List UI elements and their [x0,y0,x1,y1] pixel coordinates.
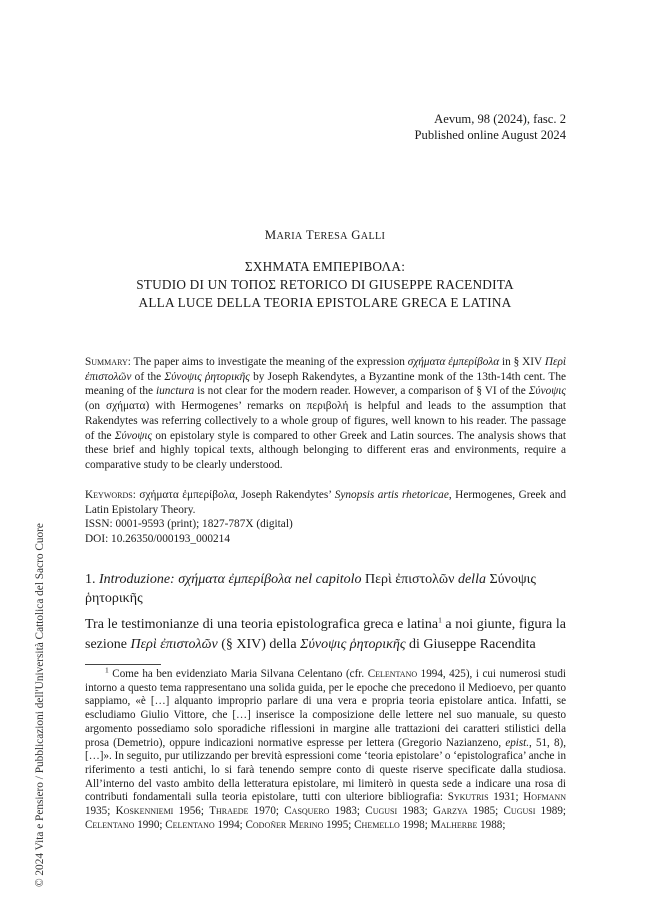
summary-label: Summary [85,356,128,368]
doi: DOI: 10.26350/000193_000214 [85,533,230,546]
abstract: Summary: The paper aims to investigate the meaning of the expression σχήματα ἐμπερίβολα in § XIV Περὶ ἐπιστολῶν of the Σύνοψις ῥητορικῆς by Joseph Rakendytes, a Byzantine monk of the 13th-14th cent. The meaning of the iunctura is not clear for the modern reader. However, a comparison of § VI of the Σύνοψις (on σχήματα) with Hermogenes’ remarks on περιβολή is helpful and leads to the assumption that Rakendytes was referring collectively to a whole group of figures, well known to his reader. The passage of the Σύνοψις on epistolary style is compared to other Greek and Latin sources. The analysis shows that these brief and highly topical texts, although belonging to different eras and environments, require a comparative study to be clearly understood. [85,356,567,471]
journal-header [415,111,566,143]
keywords-block: Keywords: σχήματα ἐμπερίβολα, Joseph Rakendytes’ Synopsis artis rhetoricae, Hermogenes, Greek and Latin Epistolary Theory. ISSN: 0001-9593 (print); 1827-787X (digital) DOI: 10.26350/000193_000214 [85,489,566,546]
publication-date: Published online August 2024 [414,128,566,142]
author-name: MARIA TERESA GALLI [264,228,386,242]
body-paragraph: Tra le testimonianze di una teoria epistolografica greca e latina$^1$ a noi giunte, figura la sezione Περὶ ἐπιστολῶν (§ XIV) della Σύνοψις ῥητορικῆς di Giuseppe Racendita [85,615,566,652]
copyright-side-note: © 2024 Vita e Pensiero / Pubblicazioni dell'Università Cattolica del Sacro Cuore [34,523,46,887]
footnote-number: 1 [105,665,109,675]
article-title [0,258,650,312]
footnote: $^1$ Come ha ben evidenziato Maria Silvana Celentano (cfr. Celentano 1994, 425), i cui numerosi studi intorno a questo tema rappresentano una solida guida, per le epoche che precedono il Medioevo, per quanto sappiamo, «è […] alquanto improprio parlare di una vera e propria teoria epistolare antica. Infatti, se escludiamo Giulio Vittore, che […] inserisce la composizione delle lettere nel suo manuale, su questo argomento possediamo solo sporadiche riflessioni in margine alle trattazioni dei caratteri stilistici della prosa (Demetrio), oppure indicazioni normative espresse per lettera (Gregorio Nazianzeno, epist., 51, 8), […]». In seguito, pur utilizzando per brevità espressioni come ‘teoria epistolare’ o ‘epistolografica’ anche in riferimento a testi antichi, lo si farà tenendo sempre conto di queste riserve specificate dalla studiosa. All’interno del vasto ambito della letteratura epistolare, mi limiterò in questa sede a indicare una rosa di contributi fondamentali sulla teoria epistolare, tutti con ulteriore bibliografia: Sykutris 1931; Hofmann 1935; Koskenniemi 1956; Thraede 1970; Casquero 1983; Cugusi 1983; Garzya 1985; Cugusi 1989; Celentano 1990; Celentano 1994; Codoñer Merino 1995; Chemello 1998; Malherbe 1988; [85,665,566,831]
issn: ISSN: 0001-9593 (print); 1827-787X (digital) [85,518,293,531]
title-line: ALLA LUCE DELLA TEORIA EPISTOLARE GRECA E LATINA [138,295,512,310]
section-heading: 1. Introduzione: σχήματα ἐμπερίβολα nel capitolo Περὶ ἐπιστολῶν della Σύνοψις ῥητορικῆς [85,572,536,606]
title-line: STUDIO DI UN ΤΟΠΟΣ RETORICO DI GIUSEPPE RACENDITA [136,277,514,292]
keywords-label: Keywords [85,489,133,501]
journal-citation: Aevum, 98 (2024), fasc. 2 [434,112,566,126]
footnote-rule [85,664,161,665]
title-line: ΣΧΗΜΑΤΑ ΕΜΠΕΡΙΒΟΛΑ: [244,259,406,274]
footnote-marker: 1 [438,615,442,625]
